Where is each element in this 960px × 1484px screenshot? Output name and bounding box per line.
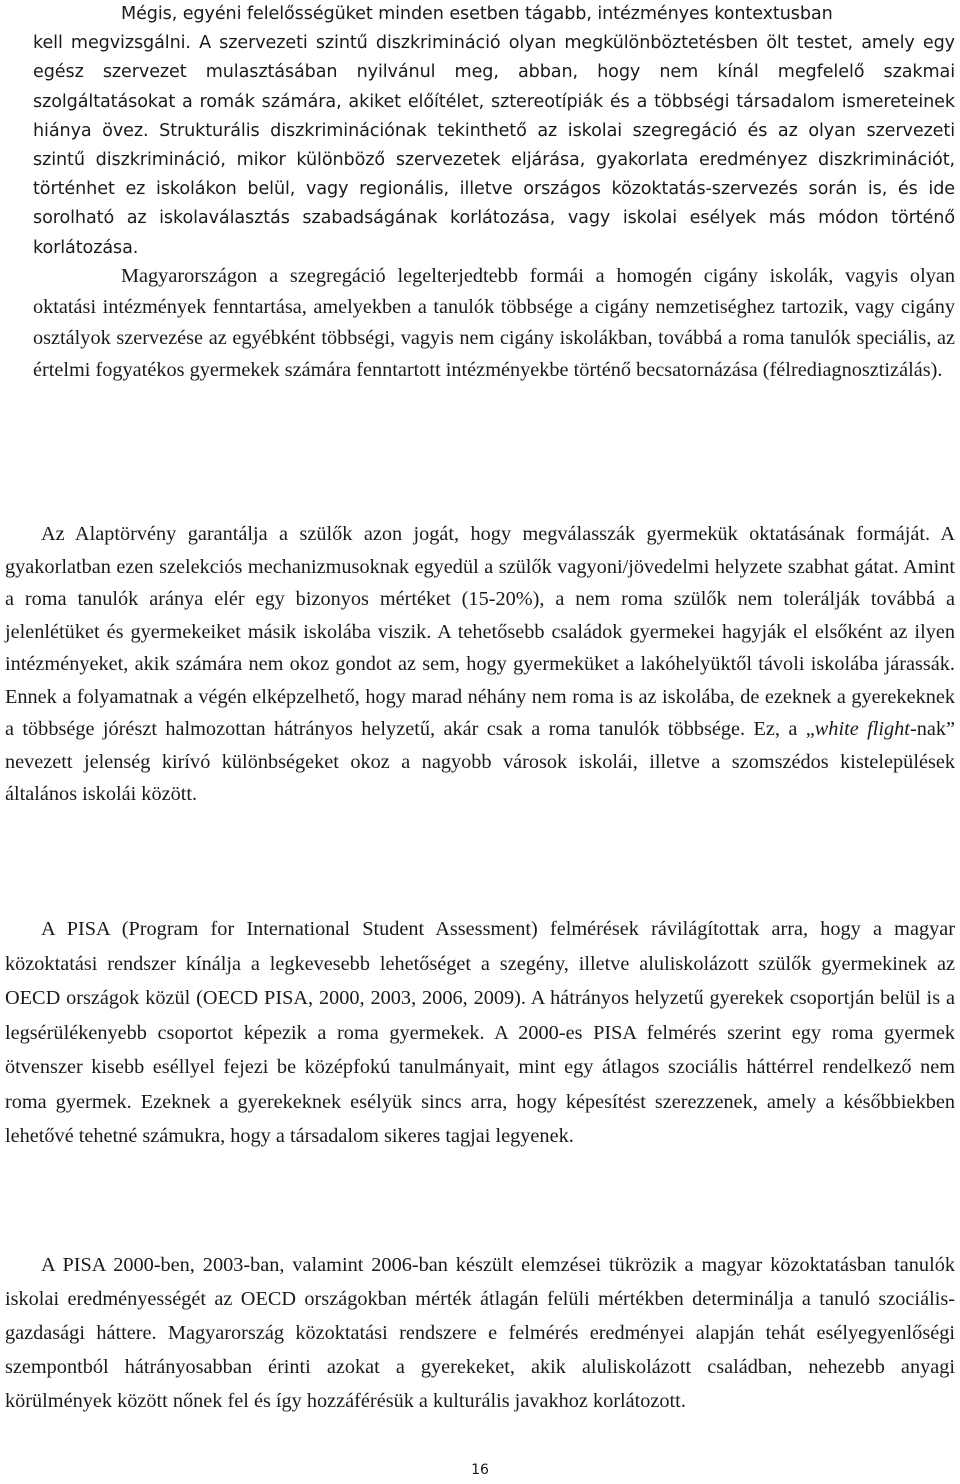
paragraph-discrimination xyxy=(33,0,955,263)
paragraph-pisa-analysis: A PISA 2000-ben, 2003-ban, valamint 2006-ban készült elemzései tükrözik a magyar közoktatásban tanulók iskolai eredményességét az OECD országokban mérték átlagán felüli mértékben determinálja a tanuló szociális-gazdasági háttere. Magyarország közoktatási rendszere e felmérés eredményei alapján tehát esélyegyenlőségi szempontból hátrányosabban érinti azokat a gyerekeket, akik aluliskolázott családban, nehezebb anyagi körülmények között nőnek fel és így hozzáférésük a kulturális javakhoz korlátozott. xyxy=(5,1254,955,1412)
paragraph-fundamental-law xyxy=(5,518,955,811)
white-flight-term: white flight xyxy=(814,718,910,740)
paragraph-text: kell megvizsgálni. A szervezeti szintű diszkrimináció olyan megkülönböztetésben ölt testet, amely egy egész szervezet mulasztásában nyilvánul meg, abban, hogy nem kínál megfelelő szakmai szolgáltatásokat a romák számára, akiket előítélet, sztereotípiák és a többségi társadalom ismereteinek hiánya övez. Strukturális diszkriminációnak tekinthető az iskolai szegregáció és az olyan szervezeti szintű diszkrimináció, mikor különböző szervezetek eljárása, gyakorlata eredményez diszkriminációt, történhet ez iskolákon belül, vagy regionális, illetve országos közoktatás-szervezés során is, és ide sorolható az iskolaválasztás szabadságának korlátozása, vagy iskolai esélyek más módon történő korlátozása. xyxy=(33,33,955,258)
page-number: 16 xyxy=(471,1462,489,1478)
paragraph-pisa-assessment: A PISA (Program for International Student Assessment) felmérések rávilágítottak arra, hogy a magyar közoktatási rendszer kínálja a legkevesebb lehetőséget a szegény, illetve aluliskolázott szülők gyermekinek az OECD országok közül (OECD PISA, 2000, 2003, 2006, 2009). A hátrányos helyzetű gyerekek csoportján belül is a legsérülékenyebb csoportot képezik a roma gyermekek. A 2000-es PISA felmérés szerint egy roma gyermek ötvenszer kisebb eséllyel fejezi be középfokú tanulmányait, mint egy átlagos szociális háttérrel rendelkező nem roma gyermek. Ezeknek a gyerekeknek esélyük sincs arra, hogy képesítést szerezzenek, amely a későbbiekben lehetővé tehetné számukra, hogy a társadalom sikeres tagjai legyenek. xyxy=(5,918,955,1147)
paragraph-first-line: Mégis, egyéni felelősségüket minden esetben tágabb, intézményes kontextusban xyxy=(121,4,833,24)
paragraph-segregation-forms: Magyarországon a szegregáció legelterjedtebb formái a homogén cigány iskolák, vagyis olyan oktatási intézmények fenntartása, amelyekben a tanulók többsége a cigány nemzetiséghez tartozik, vagy cigány osztályok szervezése az egyébként többségi, vagyis nem cigány iskolákban, továbbá a roma tanulók speciális, az értelmi fogyatékos gyermekek számára fenntartott intézményekbe történő becsatornázása (félrediagnosztizálás). xyxy=(33,265,955,381)
paragraph-text-after-italic: -nak” nevezett jelenség kirívó különbségeket okoz a nagyobb városok iskolái, illetve a szomszédos kistelepülések általános iskolái között. xyxy=(5,718,955,805)
paragraph-text-before-italic: Az Alaptörvény garantálja a szülők azon jogát, hogy megválasszák gyermekük oktatásának formáját. A gyakorlatban ezen szelekciós mechanizmusoknak egyedül a szülők vagyoni/jövedelmi helyzete szabhat gátat. Amint a roma tanulók aránya elér egy bizonyos mértéket (15-20%), a nem roma szülők nem tolerálják továbbá a jelenlétüket és gyermekeiket másik iskolába viszik. A tehetősebb családok gyermekei hagyják el elsőként az ilyen intézményeket, akik számára nem okoz gondot az sem, hogy gyermeküket a lakóhelyüktől távoli iskolába járassák. Ennek a folyamatnak a végén elképzelhető, hogy marad néhány nem roma is az iskolába, de ezeknek a gyerekeknek a többsége jórészt halmozottan hátrányos helyzetű, akár csak a roma tanulók többsége. Ez, a „ xyxy=(5,523,955,740)
